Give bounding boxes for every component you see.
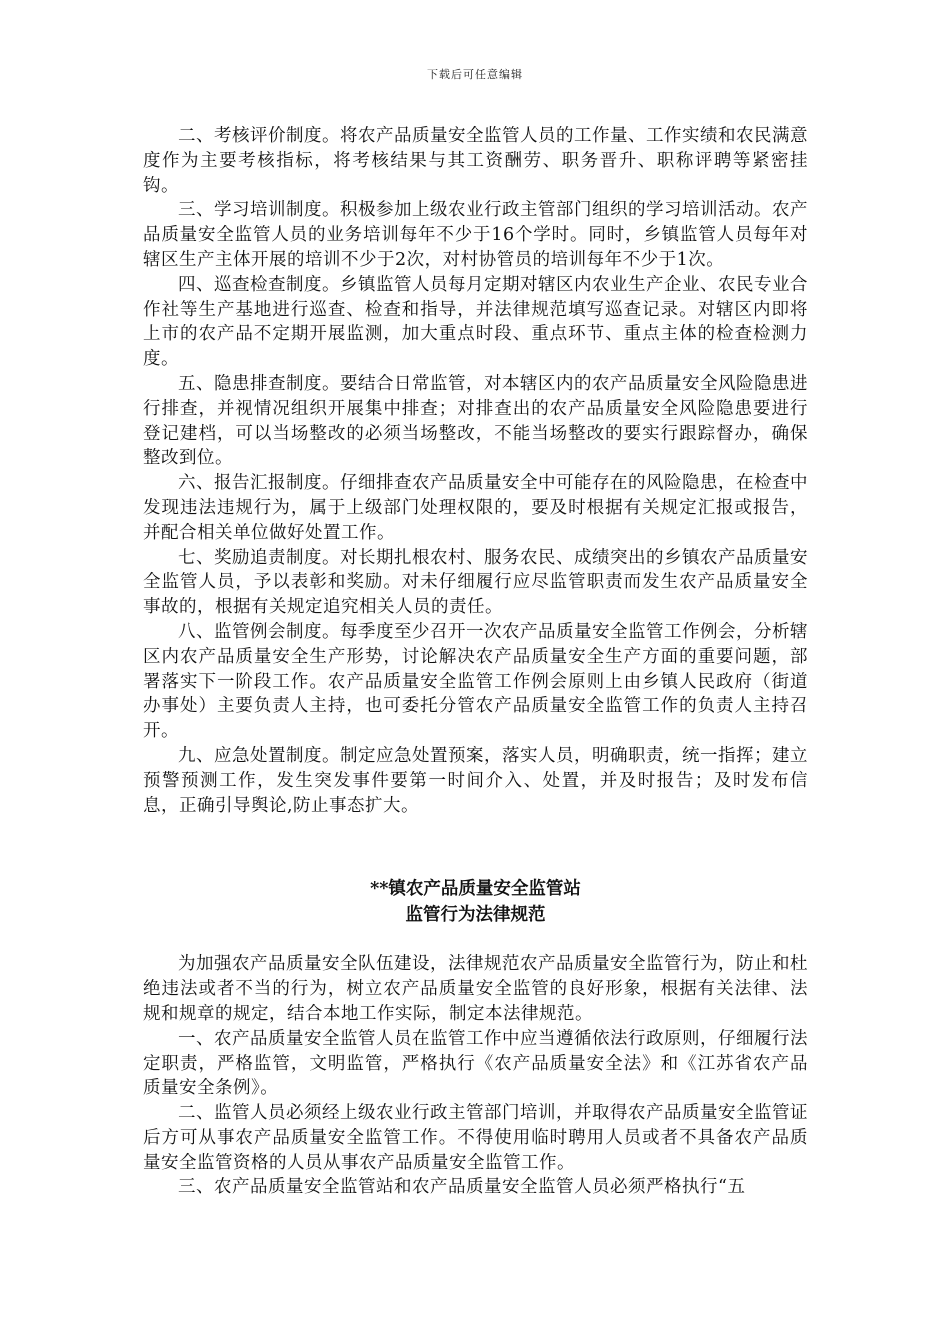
paragraph-rule-2: 二、监管人员必须经上级农业行政主管部门培训，并取得农产品质量安全监管证后方可从事农产品质量安全监管工作。不得使用临时聘用人员或者不具备农产品质量安全监管资格的人员从事农产品质量安全监管工作。 <box>143 1103 808 1173</box>
page-header-note: 下载后可任意编辑 <box>427 68 523 81</box>
paragraph-hazard-check: 五、隐患排查制度。要结合日常监管，对本辖区内的农产品质量安全风险隐患进行排查，并视情况组织开展集中排查；对排查出的农产品质量安全风险隐患要进行登记建档，可以当场整改的必须当场整改，不能当场整改的要实行跟踪督办，确保整改到位。 <box>143 373 808 469</box>
paragraph-reward: 七、奖励追责制度。对长期扎根农村、服务农民、成绩突出的乡镇农产品质量安全监管人员，予以表彰和奖励。对未仔细履行应尽监管职责而发生农产品质量安全事故的，根据有关规定追究相关人员的责任。 <box>143 547 808 618</box>
document-body <box>143 124 808 1200</box>
regulations-section <box>143 124 808 818</box>
paragraph-training: 三、学习培训制度。积极参加上级农业行政主管部门组织的学习培训活动。农产品质量安全监管人员的业务培训每年不少于16个学时。同时，乡镇监管人员每年对辖区生产主体开展的培训不少于2次，对村协管员的培训每年不少于1次。 <box>143 200 808 270</box>
paragraph-assessment: 二、考核评价制度。将农产品质量安全监管人员的工作量、工作实绩和农民满意度作为主要考核指标，将考核结果与其工资酬劳、职务晋升、职称评聘等紧密挂钩。 <box>143 126 808 196</box>
paragraph-inspection: 四、巡查检查制度。乡镇监管人员每月定期对辖区内农业生产企业、农民专业合作社等生产基地进行巡查、检查和指导，并法律规范填写巡查记录。对辖区内即将上市的农产品不定期开展监测，加大重点时段、重点环节、重点主体的检查检测力度。 <box>143 274 808 370</box>
paragraph-preamble: 为加强农产品质量安全队伍建设，法律规范农产品质量安全监管行为，防止和杜绝违法或者不当的行为，树立农产品质量安全监管的良好形象，根据有关法律、法规和规章的规定，结合本地工作实际，制定本法律规范。 <box>143 954 808 1024</box>
section-spacer <box>143 818 808 876</box>
title-spacer <box>143 928 808 952</box>
section-title-line1: **镇农产品质量安全监管站 <box>370 879 581 900</box>
paragraph-rule-1: 一、农产品质量安全监管人员在监管工作中应当遵循依法行政原则，仔细履行法定职责，严格监管，文明监管，严格执行《农产品质量安全法》和《江苏省农产品质量安全条例》。 <box>143 1028 808 1099</box>
paragraph-reporting: 六、报告汇报制度。仔细排查农产品质量安全中可能存在的风险隐患，在检查中发现违法违规行为，属于上级部门处理权限的，要及时根据有关规定汇报或报告，并配合相关单位做好处置工作。 <box>143 473 808 543</box>
paragraph-emergency: 九、应急处置制度。制定应急处置预案，落实人员，明确职责，统一指挥；建立预警预测工作，发生突发事件要第一时间介入、处置，并及时报告；及时发布信息，正确引导舆论,防止事态扩大。 <box>143 745 808 816</box>
paragraph-rule-3: 三、农产品质量安全监管站和农产品质量安全监管人员必须严格执行“五 <box>178 1177 746 1198</box>
section-title-line2: 监管行为法律规范 <box>405 905 546 926</box>
conduct-code-section <box>143 876 808 1200</box>
paragraph-meeting: 八、监管例会制度。每季度至少召开一次农产品质量安全监管工作例会，分析辖区内农产品质量安全生产形势，讨论解决农产品质量安全生产方面的重要问题，部署落实下一阶段工作。农产品质量安全监管工作例会原则上由乡镇人民政府（街道办事处）主要负责人主持，也可委托分管农产品质量安全监管工作的负责人主持召开。 <box>143 621 808 742</box>
